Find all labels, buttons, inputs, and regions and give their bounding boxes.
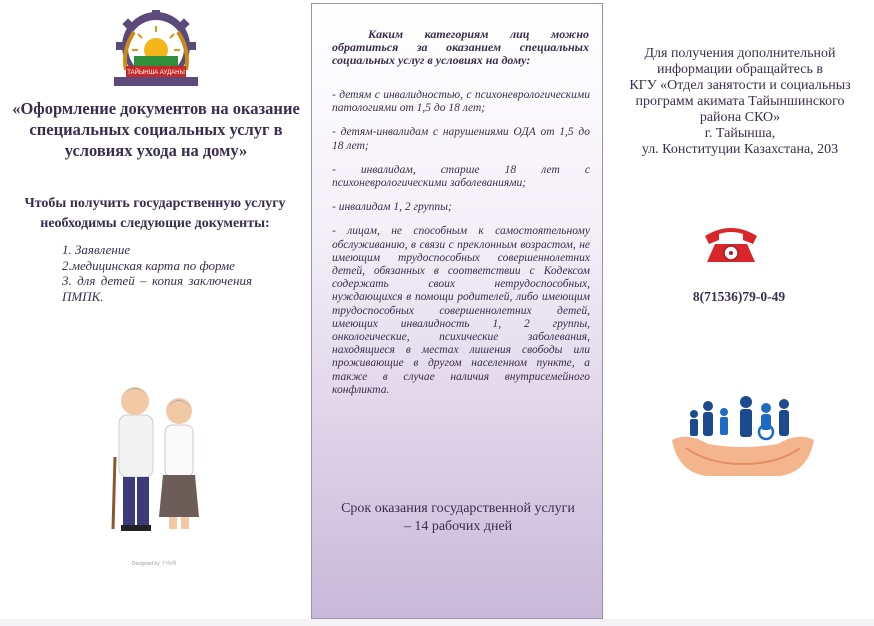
contact-line: Для получения дополнительной [644, 46, 836, 61]
contact-line: программ акимата Тайыншинского [635, 94, 845, 109]
image-caption: Designed by 千库网 [131, 561, 177, 567]
emblem-icon [104, 10, 208, 90]
categories-list [332, 89, 590, 407]
category-item: - детям-инвалидам с нарушениями ОДА от 1,5 до 18 лет; [332, 126, 590, 152]
category-item: - детям с инвалидностью, с психоневрологическими патологиями от 1,5 до 18 лет; [332, 89, 590, 115]
service-term: Срок оказания государственной услуги – 14 рабочих дней [341, 501, 575, 534]
documents-list [62, 242, 252, 304]
telephone-icon [699, 222, 763, 266]
middle-panel [311, 3, 603, 619]
contact-line: информации обращайтесь в [656, 62, 823, 77]
document-item: 1. Заявление [62, 242, 131, 257]
phone-number: 8(71536)79-0-49 [692, 289, 786, 304]
elderly-couple-icon [73, 367, 236, 572]
contact-info [614, 46, 866, 158]
right-panel [604, 0, 874, 626]
brochure-title: «Оформление документов на оказание специальных социальных услуг в условиях ухода на дому» [12, 99, 300, 160]
contact-line: г. Тайынша, [704, 126, 776, 141]
document-item: 3. для детей – копия заключения ПМПК. [62, 273, 252, 304]
documents-subtitle: Чтобы получить государственную услугу необходимы следующие документы: [24, 196, 286, 231]
category-item: - лицам, не способным к самостоятельному обслуживанию, в связи с преклонным возрастом, не имеющим трудоспособных совершеннолетних детей, обязанных в соответствии с Кодексом содержать своих нетрудоспособных, нуждающихся в помощи родителей, либо имеющим трудоспособных совершеннолетних детей, имеющих инвалидность 1, 2 группы, онкологические, психические заболевания, находящиеся в местах лишения свободы или проживающие в другом населенном пункте, а также в случае наличия внутрисемейного конфликта. [332, 225, 590, 396]
contact-line: КГУ «Отдел занятости и социальныз [629, 78, 851, 93]
bottom-strip [0, 619, 874, 626]
contact-line: района СКО» [699, 110, 781, 125]
category-item: - инвалидам, старше 18 лет с психоневрологическими заболеваниями; [332, 163, 590, 190]
family-in-hands-icon [668, 388, 818, 480]
category-item: - инвалидам 1, 2 группы; [332, 201, 452, 214]
logo-text: ТАЙЫНША АУДАНЫ [127, 70, 185, 76]
categories-heading: Каким категориям лиц можно обратиться за оказанием специальных социальных услуг в условиях на дому: [332, 27, 589, 67]
contact-line: ул. Конституции Казахстана, 203 [641, 142, 839, 157]
document-item: 2.медицинская карта по форме [62, 257, 235, 273]
left-panel [0, 0, 311, 626]
